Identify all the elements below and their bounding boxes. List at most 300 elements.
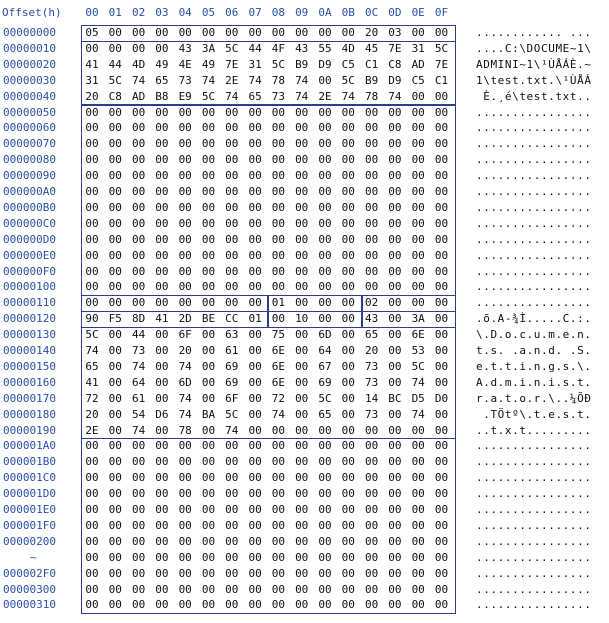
hex-byte[interactable]: 00 xyxy=(85,105,99,119)
hex-byte[interactable]: 00 xyxy=(85,550,99,564)
hex-byte[interactable]: 90 xyxy=(85,312,99,326)
hex-byte[interactable]: 00 xyxy=(434,328,449,342)
hex-byte[interactable]: 00 xyxy=(295,153,309,167)
hex-byte[interactable]: 73 xyxy=(364,407,379,421)
hex-byte[interactable]: 00 xyxy=(341,391,355,405)
hex-byte[interactable]: 00 xyxy=(248,582,262,596)
hex-byte[interactable]: 00 xyxy=(155,423,169,437)
hex-byte[interactable]: 5C xyxy=(271,57,286,71)
hex-byte[interactable]: 00 xyxy=(434,439,449,453)
hex-byte[interactable]: 74 xyxy=(178,359,192,373)
ascii-text[interactable]: ................ xyxy=(476,518,592,532)
hex-byte[interactable]: 00 xyxy=(364,185,379,198)
hex-byte[interactable]: 00 xyxy=(155,200,169,214)
hex-byte[interactable]: 00 xyxy=(295,534,309,548)
hex-byte[interactable]: 00 xyxy=(318,518,332,532)
hex-byte[interactable]: 00 xyxy=(248,185,262,198)
hex-byte[interactable]: 4D xyxy=(341,41,355,55)
hex-byte[interactable]: 00 xyxy=(434,264,449,278)
hex-byte[interactable]: 00 xyxy=(155,296,169,310)
hex-byte[interactable]: 00 xyxy=(434,248,449,262)
hex-byte[interactable]: 00 xyxy=(411,169,425,183)
hex-byte[interactable]: 00 xyxy=(434,423,449,437)
hex-byte[interactable]: 00 xyxy=(248,216,262,230)
hex-byte[interactable]: 00 xyxy=(388,344,402,357)
hex-byte[interactable]: 00 xyxy=(434,89,449,103)
hex-byte[interactable]: 20 xyxy=(178,344,192,357)
hex-byte[interactable]: 00 xyxy=(434,534,449,548)
hex-byte[interactable]: 00 xyxy=(178,153,192,167)
hex-byte[interactable]: 00 xyxy=(341,455,355,469)
hex-byte[interactable]: 43 xyxy=(295,41,309,55)
hex-byte[interactable]: 00 xyxy=(155,598,169,612)
hex-byte[interactable]: 00 xyxy=(341,185,355,198)
hex-byte[interactable]: 00 xyxy=(178,137,192,151)
hex-byte[interactable]: 00 xyxy=(411,455,425,469)
hex-byte[interactable]: 00 xyxy=(225,566,239,580)
hex-byte[interactable]: 00 xyxy=(201,503,216,516)
hex-byte[interactable]: 00 xyxy=(178,232,192,246)
hex-byte[interactable]: 00 xyxy=(85,471,99,485)
hex-byte[interactable]: 00 xyxy=(411,550,425,564)
hex-byte[interactable]: 00 xyxy=(388,200,402,214)
ascii-text[interactable]: ................ xyxy=(476,264,592,278)
hex-byte[interactable]: 00 xyxy=(341,344,355,357)
hex-byte[interactable]: 00 xyxy=(108,566,122,580)
hex-byte[interactable]: 74 xyxy=(411,407,425,421)
ascii-text[interactable]: t.s. .a.n.d. .S. xyxy=(476,344,592,357)
hex-byte[interactable]: 65 xyxy=(155,73,169,87)
hex-byte[interactable]: 00 xyxy=(295,407,309,421)
hex-byte[interactable]: 00 xyxy=(318,471,332,485)
hex-byte[interactable]: 73 xyxy=(178,73,192,87)
hex-byte[interactable]: 6F xyxy=(225,391,239,405)
hex-byte[interactable]: 00 xyxy=(364,216,379,230)
hex-byte[interactable]: 00 xyxy=(271,487,286,501)
hex-byte[interactable]: 00 xyxy=(388,598,402,612)
hex-byte[interactable]: 00 xyxy=(248,169,262,183)
hex-byte[interactable]: 00 xyxy=(411,439,425,453)
hex-byte[interactable]: 00 xyxy=(318,264,332,278)
hex-byte[interactable]: 00 xyxy=(85,455,99,469)
hex-byte[interactable]: 00 xyxy=(108,550,122,564)
hex-byte[interactable]: 6D xyxy=(318,328,332,342)
hex-byte[interactable]: 00 xyxy=(85,598,99,612)
hex-byte[interactable]: 53 xyxy=(411,344,425,357)
hex-byte[interactable]: 00 xyxy=(225,439,239,453)
hex-byte[interactable]: 00 xyxy=(85,232,99,246)
hex-byte[interactable]: 75 xyxy=(271,328,286,342)
hex-byte[interactable]: 00 xyxy=(295,471,309,485)
hex-byte[interactable]: 00 xyxy=(434,455,449,469)
hex-byte[interactable]: 00 xyxy=(155,582,169,596)
hex-byte[interactable]: 73 xyxy=(364,359,379,373)
hex-byte[interactable]: 00 xyxy=(131,41,146,55)
hex-byte[interactable]: 73 xyxy=(364,375,379,389)
hex-byte[interactable]: 00 xyxy=(341,26,355,39)
hex-byte[interactable]: 00 xyxy=(225,137,239,151)
hex-byte[interactable]: 00 xyxy=(178,26,192,39)
hex-byte[interactable]: 41 xyxy=(85,57,99,71)
hex-byte[interactable]: 00 xyxy=(271,534,286,548)
hex-byte[interactable]: 00 xyxy=(155,137,169,151)
hex-byte[interactable]: 00 xyxy=(201,216,216,230)
hex-byte[interactable]: 00 xyxy=(271,550,286,564)
hex-byte[interactable]: 00 xyxy=(108,169,122,183)
hex-byte[interactable]: 00 xyxy=(318,582,332,596)
hex-byte[interactable]: 49 xyxy=(201,57,216,71)
hex-byte[interactable]: 00 xyxy=(225,153,239,167)
hex-byte[interactable]: 00 xyxy=(364,280,379,294)
hex-byte[interactable]: 00 xyxy=(434,26,449,39)
hex-byte[interactable]: 00 xyxy=(341,312,355,326)
hex-byte[interactable]: 00 xyxy=(364,264,379,278)
hex-byte[interactable]: 00 xyxy=(388,153,402,167)
hex-byte[interactable]: 78 xyxy=(364,89,379,103)
hex-byte[interactable]: 00 xyxy=(411,264,425,278)
hex-byte[interactable]: 00 xyxy=(85,487,99,501)
hex-byte[interactable]: 00 xyxy=(388,121,402,135)
hex-byte[interactable]: 00 xyxy=(201,232,216,246)
hex-byte[interactable]: 00 xyxy=(341,280,355,294)
hex-byte[interactable]: 00 xyxy=(155,185,169,198)
hex-byte[interactable]: 00 xyxy=(388,280,402,294)
hex-byte[interactable]: 00 xyxy=(201,153,216,167)
hex-byte[interactable]: 00 xyxy=(248,423,262,437)
hex-byte[interactable]: 00 xyxy=(341,169,355,183)
hex-byte[interactable]: 00 xyxy=(388,169,402,183)
hex-byte[interactable]: 00 xyxy=(434,375,449,389)
ascii-text[interactable]: .TÖtº\.t.e.s.t. xyxy=(476,407,592,421)
ascii-text[interactable]: ....C:\DOCUME~1\ xyxy=(476,41,592,55)
hex-byte[interactable]: 00 xyxy=(388,328,402,342)
hex-byte[interactable]: 6D xyxy=(178,375,192,389)
hex-byte[interactable]: 00 xyxy=(131,582,146,596)
hex-byte[interactable]: 00 xyxy=(295,328,309,342)
hex-byte[interactable]: 00 xyxy=(248,200,262,214)
hex-byte[interactable]: 00 xyxy=(201,169,216,183)
hex-byte[interactable]: 00 xyxy=(411,89,425,103)
hex-byte[interactable]: 00 xyxy=(178,296,192,310)
ascii-text[interactable]: ................ xyxy=(476,200,592,214)
hex-byte[interactable]: 74 xyxy=(341,89,355,103)
hex-byte[interactable]: 00 xyxy=(155,216,169,230)
hex-byte[interactable]: 00 xyxy=(434,296,449,310)
hex-byte[interactable]: 74 xyxy=(201,73,216,87)
ascii-text[interactable]: ..t.x.t......... xyxy=(476,423,592,437)
hex-byte[interactable]: 00 xyxy=(434,280,449,294)
hex-byte[interactable]: 00 xyxy=(108,232,122,246)
ascii-text[interactable]: ADMINI~1\¹ÙÅÁÈ.~ xyxy=(476,57,592,71)
hex-byte[interactable]: 00 xyxy=(434,105,449,119)
hex-byte[interactable]: 00 xyxy=(201,534,216,548)
hex-byte[interactable]: 00 xyxy=(341,471,355,485)
hex-byte[interactable]: 00 xyxy=(318,598,332,612)
hex-byte[interactable]: 00 xyxy=(364,487,379,501)
hex-byte[interactable]: 00 xyxy=(201,598,216,612)
hex-byte[interactable]: 00 xyxy=(108,248,122,262)
hex-byte[interactable]: 20 xyxy=(85,89,99,103)
hex-byte[interactable]: 00 xyxy=(108,153,122,167)
hex-byte[interactable]: 3A xyxy=(201,41,216,55)
hex-byte[interactable]: 00 xyxy=(271,169,286,183)
hex-byte[interactable]: 00 xyxy=(225,232,239,246)
hex-byte[interactable]: 2D xyxy=(178,312,192,326)
hex-byte[interactable]: 00 xyxy=(318,487,332,501)
hex-byte[interactable]: 00 xyxy=(295,503,309,516)
hex-byte[interactable]: 00 xyxy=(131,232,146,246)
hex-byte[interactable]: 00 xyxy=(248,566,262,580)
hex-byte[interactable]: 00 xyxy=(201,328,216,342)
hex-byte[interactable]: 00 xyxy=(341,296,355,310)
hex-byte[interactable]: 4F xyxy=(271,41,286,55)
hex-byte[interactable]: 00 xyxy=(178,534,192,548)
hex-byte[interactable]: 00 xyxy=(411,280,425,294)
hex-byte[interactable]: 00 xyxy=(108,328,122,342)
hex-byte[interactable]: 00 xyxy=(131,566,146,580)
hex-byte[interactable]: 74 xyxy=(248,73,262,87)
hex-byte[interactable]: 00 xyxy=(155,121,169,135)
hex-byte[interactable]: D5 xyxy=(411,391,425,405)
hex-byte[interactable]: 64 xyxy=(318,344,332,357)
hex-byte[interactable]: 00 xyxy=(85,582,99,596)
hex-byte[interactable]: 00 xyxy=(108,280,122,294)
hex-byte[interactable]: 00 xyxy=(271,598,286,612)
hex-byte[interactable]: 00 xyxy=(271,518,286,532)
hex-byte[interactable]: 00 xyxy=(85,200,99,214)
hex-byte[interactable]: 00 xyxy=(318,312,332,326)
hex-byte[interactable]: 69 xyxy=(318,375,332,389)
hex-byte[interactable]: 00 xyxy=(131,280,146,294)
hex-byte[interactable]: 00 xyxy=(271,566,286,580)
hex-byte[interactable]: 00 xyxy=(155,328,169,342)
hex-byte[interactable]: 00 xyxy=(108,375,122,389)
hex-byte[interactable]: 74 xyxy=(411,375,425,389)
ascii-text[interactable]: ................ xyxy=(476,550,592,564)
hex-byte[interactable]: 61 xyxy=(131,391,146,405)
hex-byte[interactable]: 00 xyxy=(248,391,262,405)
hex-byte[interactable]: 00 xyxy=(295,200,309,214)
hex-byte[interactable]: 00 xyxy=(85,534,99,548)
hex-byte[interactable]: 00 xyxy=(225,534,239,548)
hex-byte[interactable]: AD xyxy=(131,89,146,103)
hex-byte[interactable]: 00 xyxy=(108,582,122,596)
hex-byte[interactable]: 00 xyxy=(341,439,355,453)
hex-byte[interactable]: 00 xyxy=(388,487,402,501)
hex-byte[interactable]: 00 xyxy=(108,344,122,357)
hex-byte[interactable]: 00 xyxy=(388,455,402,469)
hex-byte[interactable]: 00 xyxy=(248,105,262,119)
hex-byte[interactable]: 00 xyxy=(85,153,99,167)
hex-byte[interactable]: 00 xyxy=(225,518,239,532)
hex-byte[interactable]: 00 xyxy=(295,248,309,262)
hex-byte[interactable]: 00 xyxy=(364,200,379,214)
hex-byte[interactable]: 00 xyxy=(364,550,379,564)
hex-byte[interactable]: 00 xyxy=(155,375,169,389)
hex-byte[interactable]: 00 xyxy=(201,248,216,262)
hex-byte[interactable]: 00 xyxy=(178,185,192,198)
hex-byte[interactable]: 00 xyxy=(434,200,449,214)
hex-byte[interactable]: 00 xyxy=(364,169,379,183)
hex-byte[interactable]: 44 xyxy=(131,328,146,342)
ascii-text[interactable]: ................ xyxy=(476,153,592,167)
hex-byte[interactable]: 00 xyxy=(178,216,192,230)
hex-byte[interactable]: D6 xyxy=(155,407,169,421)
hex-byte[interactable]: 00 xyxy=(225,280,239,294)
hex-byte[interactable]: 00 xyxy=(271,232,286,246)
hex-byte[interactable]: 00 xyxy=(248,455,262,469)
hex-byte[interactable]: 00 xyxy=(341,518,355,532)
hex-byte[interactable]: 00 xyxy=(271,455,286,469)
hex-byte[interactable]: 00 xyxy=(108,121,122,135)
hex-byte[interactable]: 00 xyxy=(248,328,262,342)
hex-byte[interactable]: 00 xyxy=(108,407,122,421)
hex-byte[interactable]: 00 xyxy=(434,598,449,612)
hex-byte[interactable]: 00 xyxy=(318,423,332,437)
hex-byte[interactable]: 00 xyxy=(131,200,146,214)
hex-byte[interactable]: 00 xyxy=(201,344,216,357)
hex-byte[interactable]: 00 xyxy=(131,26,146,39)
hex-byte[interactable]: 00 xyxy=(155,248,169,262)
hex-byte[interactable]: 00 xyxy=(388,439,402,453)
ascii-text[interactable]: ................ xyxy=(476,121,592,135)
hex-byte[interactable]: 00 xyxy=(341,216,355,230)
hex-byte[interactable]: 00 xyxy=(295,280,309,294)
hex-byte[interactable]: 00 xyxy=(178,582,192,596)
hex-byte[interactable]: 00 xyxy=(108,216,122,230)
hex-byte[interactable]: 00 xyxy=(155,455,169,469)
hex-byte[interactable]: 4D xyxy=(131,57,146,71)
hex-byte[interactable]: 00 xyxy=(201,375,216,389)
hex-byte[interactable]: 69 xyxy=(225,359,239,373)
hex-byte[interactable]: 43 xyxy=(364,312,379,326)
hex-byte[interactable]: 00 xyxy=(85,296,99,310)
hex-byte[interactable]: 00 xyxy=(318,248,332,262)
ascii-text[interactable]: \.D.o.c.u.m.e.n. xyxy=(476,328,592,342)
hex-byte[interactable]: 00 xyxy=(155,566,169,580)
hex-byte[interactable]: 00 xyxy=(155,534,169,548)
hex-byte[interactable]: 00 xyxy=(411,105,425,119)
hex-byte[interactable]: 00 xyxy=(411,471,425,485)
hex-byte[interactable]: 00 xyxy=(108,503,122,516)
hex-byte[interactable]: 00 xyxy=(248,503,262,516)
hex-byte[interactable]: 00 xyxy=(318,216,332,230)
hex-byte[interactable]: 74 xyxy=(295,89,309,103)
hex-byte[interactable]: B8 xyxy=(155,89,169,103)
hex-byte[interactable]: 00 xyxy=(364,598,379,612)
hex-byte[interactable]: 00 xyxy=(108,487,122,501)
hex-byte[interactable]: 00 xyxy=(364,534,379,548)
hex-byte[interactable]: 00 xyxy=(108,439,122,453)
hex-byte[interactable]: 00 xyxy=(318,73,332,87)
hex-byte[interactable]: 00 xyxy=(131,471,146,485)
hex-byte[interactable]: 00 xyxy=(131,248,146,262)
hex-byte[interactable]: 00 xyxy=(341,264,355,278)
hex-byte[interactable]: 00 xyxy=(248,137,262,151)
hex-byte[interactable]: 00 xyxy=(201,296,216,310)
ascii-text[interactable]: ................ xyxy=(476,582,592,596)
hex-byte[interactable]: 00 xyxy=(178,105,192,119)
hex-byte[interactable]: 63 xyxy=(225,328,239,342)
hex-byte[interactable]: 00 xyxy=(178,439,192,453)
ascii-text[interactable]: 1\test.txt.\¹ÙÅÁ xyxy=(476,73,592,87)
hex-byte[interactable]: 20 xyxy=(364,344,379,357)
hex-byte[interactable]: 00 xyxy=(295,232,309,246)
hex-byte[interactable]: 7E xyxy=(434,57,449,71)
hex-byte[interactable]: 74 xyxy=(225,423,239,437)
hex-byte[interactable]: 00 xyxy=(85,185,99,198)
hex-byte[interactable]: 00 xyxy=(295,598,309,612)
ascii-text[interactable]: .õ.A-¾Ì.....C.:. xyxy=(476,312,592,326)
hex-byte[interactable]: 64 xyxy=(131,375,146,389)
hex-byte[interactable]: 00 xyxy=(201,264,216,278)
hex-byte[interactable]: 65 xyxy=(364,328,379,342)
hex-byte[interactable]: 00 xyxy=(225,471,239,485)
hex-byte[interactable]: 65 xyxy=(318,407,332,421)
hex-byte[interactable]: 00 xyxy=(318,296,332,310)
hex-byte[interactable]: 44 xyxy=(248,41,262,55)
hex-byte[interactable]: 6E xyxy=(271,344,286,357)
hex-byte[interactable]: 00 xyxy=(295,518,309,532)
hex-byte[interactable]: 00 xyxy=(85,169,99,183)
ascii-text[interactable]: ................ xyxy=(476,487,592,501)
hex-byte[interactable]: BE xyxy=(201,312,216,326)
hex-byte[interactable]: 00 xyxy=(364,105,379,119)
hex-byte[interactable]: 00 xyxy=(341,375,355,389)
hex-byte[interactable]: 00 xyxy=(295,582,309,596)
hex-byte[interactable]: 00 xyxy=(155,503,169,516)
hex-byte[interactable]: 00 xyxy=(388,248,402,262)
hex-byte[interactable]: 00 xyxy=(295,121,309,135)
hex-byte[interactable]: 00 xyxy=(131,534,146,548)
hex-byte[interactable]: 00 xyxy=(108,391,122,405)
hex-byte[interactable]: 00 xyxy=(411,185,425,198)
hex-byte[interactable]: 00 xyxy=(295,439,309,453)
hex-byte[interactable]: 00 xyxy=(131,216,146,230)
hex-byte[interactable]: 00 xyxy=(131,598,146,612)
hex-byte[interactable]: 2E xyxy=(225,73,239,87)
hex-byte[interactable]: 00 xyxy=(434,503,449,516)
hex-byte[interactable]: 00 xyxy=(411,582,425,596)
hex-byte[interactable]: 00 xyxy=(201,137,216,151)
hex-byte[interactable]: 00 xyxy=(178,566,192,580)
hex-byte[interactable]: 00 xyxy=(178,598,192,612)
ascii-text[interactable]: A.d.m.i.n.i.s.t. xyxy=(476,375,592,389)
ascii-text[interactable]: ................ xyxy=(476,296,592,310)
hex-byte[interactable]: 00 xyxy=(434,518,449,532)
hex-byte[interactable]: 00 xyxy=(341,248,355,262)
hex-byte[interactable]: 00 xyxy=(271,312,286,326)
hex-byte[interactable]: 00 xyxy=(318,503,332,516)
hex-byte[interactable]: 00 xyxy=(131,169,146,183)
hex-byte[interactable]: 00 xyxy=(225,487,239,501)
hex-byte[interactable]: 00 xyxy=(388,423,402,437)
hex-byte[interactable]: 00 xyxy=(364,232,379,246)
ascii-text[interactable]: ............ ... xyxy=(476,26,592,39)
hex-byte[interactable]: 00 xyxy=(341,582,355,596)
hex-byte[interactable]: 5C xyxy=(225,407,239,421)
hex-byte[interactable]: 00 xyxy=(364,582,379,596)
hex-byte[interactable]: 00 xyxy=(248,121,262,135)
hex-byte[interactable]: 5C xyxy=(225,41,239,55)
hex-byte[interactable]: 00 xyxy=(108,296,122,310)
hex-byte[interactable]: 7E xyxy=(225,57,239,71)
hex-byte[interactable]: 00 xyxy=(201,487,216,501)
hex-byte[interactable]: 00 xyxy=(201,200,216,214)
hex-byte[interactable]: 00 xyxy=(318,566,332,580)
hex-byte[interactable]: 00 xyxy=(411,534,425,548)
hex-byte[interactable]: 00 xyxy=(341,550,355,564)
